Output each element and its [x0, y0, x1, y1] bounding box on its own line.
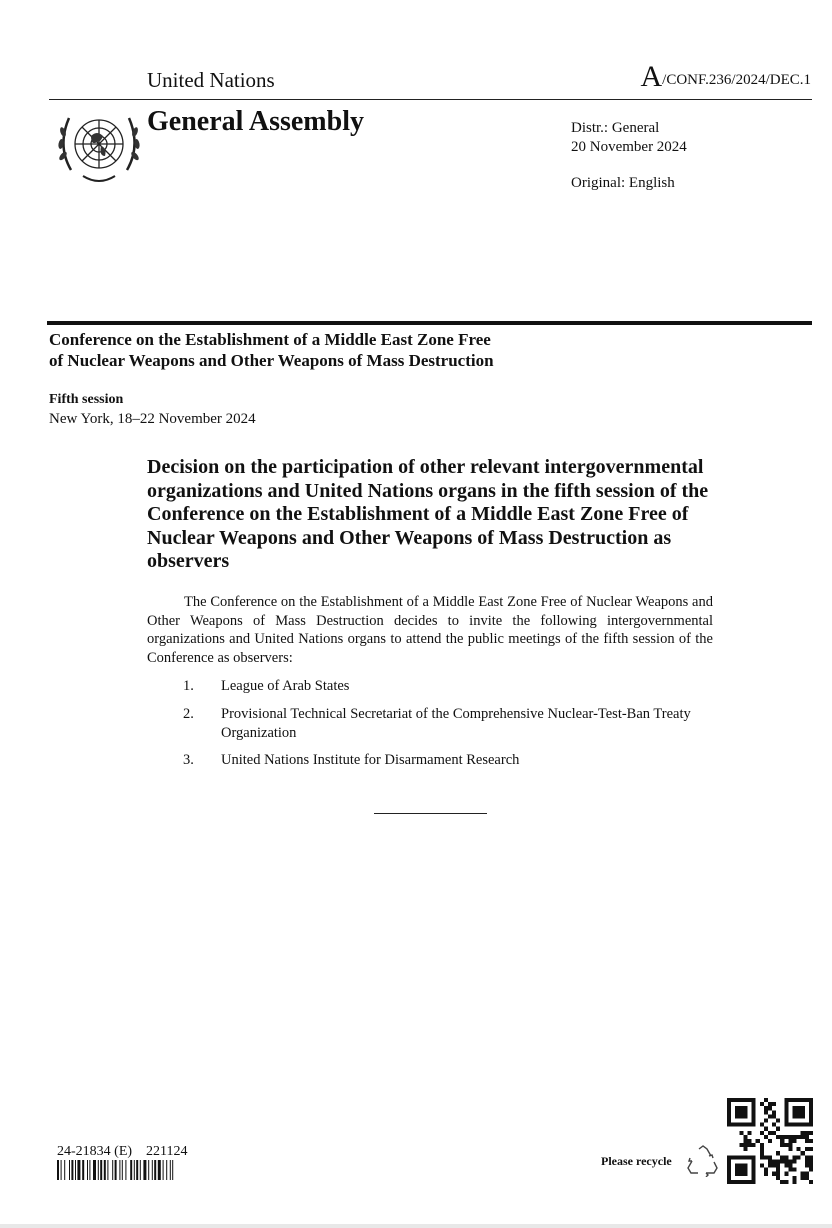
list-item	[183, 677, 691, 696]
distribution: Distr.: General	[571, 120, 660, 136]
symbol-rest: /CONF.236/2024/DEC.1	[662, 72, 811, 88]
decision-paragraph: The Conference on the Establishment of a Middle East Zone Free of Nuclear Weapons and Other Weapons of Mass Destruction decides to invite the following intergovernmental organizations and United Nations organs to attend the public meetings of the fifth session of the Conference as observers:	[147, 594, 713, 666]
place-date: New York, 18–22 November 2024	[49, 411, 256, 427]
qr-code-icon	[727, 1098, 813, 1184]
barcode-icon	[57, 1160, 214, 1180]
list-item	[183, 751, 691, 770]
list-item-text: United Nations Institute for Disarmament Research	[221, 752, 520, 768]
decision-title: Decision on the participation of other relevant intergovernmental organizations and United Nations organs in the fifth session of the Conference on the Establishment of a Middle East Zone Free of Nuclear Weapons and Other Weapons of Mass Destruction as observers	[147, 456, 709, 572]
conference-name: Conference on the Establishment of a Middle East Zone Free of Nuclear Weapons and Other Weapons of Mass Destruction	[49, 330, 494, 370]
list-item	[183, 705, 691, 742]
document-number: 24-21834 (E) 221124	[57, 1144, 188, 1159]
recycle-icon	[686, 1143, 720, 1177]
body-name: General Assembly	[147, 106, 364, 137]
recycle-label: Please recycle	[601, 1154, 672, 1168]
header-rule	[49, 99, 812, 100]
organization-name: United Nations	[147, 68, 275, 92]
symbol-prefix: A	[640, 60, 663, 93]
document-symbol	[641, 60, 812, 94]
page-bottom-edge	[0, 1224, 832, 1228]
section-rule	[47, 321, 812, 325]
original-language: Original: English	[571, 175, 675, 191]
list-item-text: League of Arab States	[221, 678, 350, 694]
list-item-number: 2.	[183, 706, 194, 722]
document-date: 20 November 2024	[571, 139, 687, 155]
list-item-number: 3.	[183, 752, 194, 768]
list-item-number: 1.	[183, 678, 194, 694]
distribution-block	[571, 119, 687, 157]
un-emblem-icon	[53, 106, 145, 186]
end-rule	[374, 813, 487, 814]
session-label: Fifth session	[49, 392, 124, 407]
list-item-text: Provisional Technical Secretariat of the Comprehensive Nuclear-Test-Ban Treaty Organization	[221, 706, 691, 741]
